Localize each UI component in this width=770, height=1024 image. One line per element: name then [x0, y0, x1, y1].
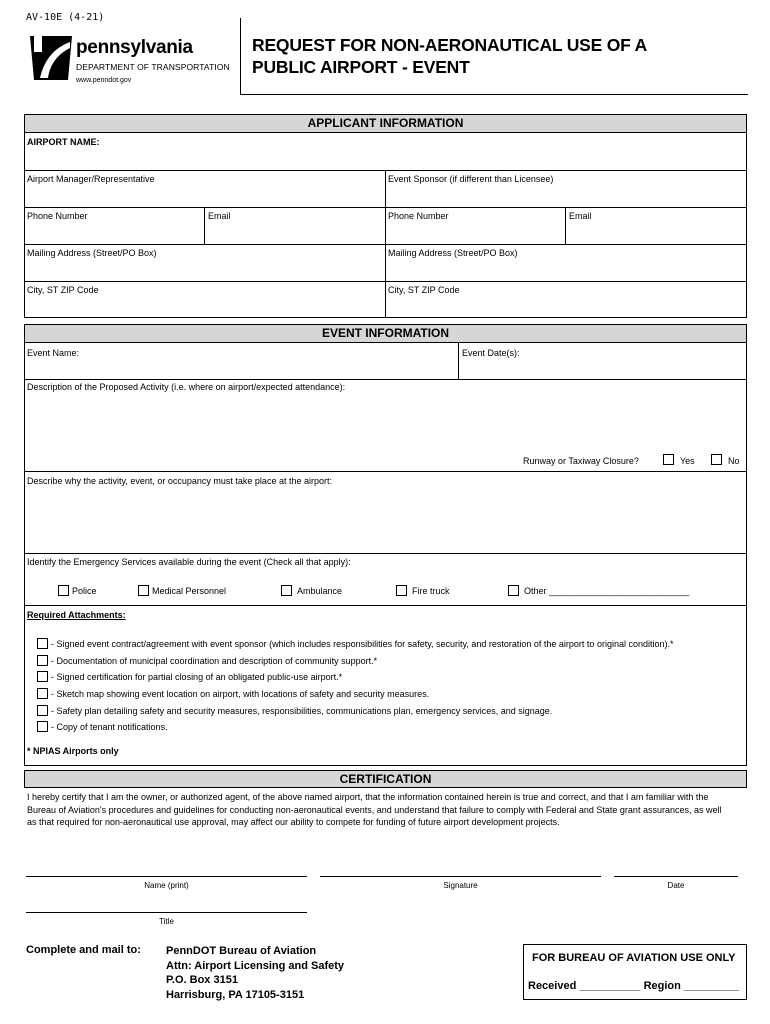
other-checkbox[interactable]: [508, 585, 519, 596]
bureau-use-box: [523, 944, 747, 1000]
attachment-item-4: - Sketch map showing event location on airport, with locations of safety and security measures.: [51, 689, 430, 699]
column-divider: [565, 207, 566, 244]
header-rule: [240, 94, 748, 95]
event-dates-label: Event Date(s):: [462, 348, 520, 358]
row-divider: [24, 379, 747, 380]
attachment-checkbox-6[interactable]: [37, 721, 48, 732]
mail-line-1: PennDOT Bureau of Aviation: [166, 945, 317, 957]
attachment-item-2: - Documentation of municipal coordination and description of community support.*: [51, 656, 378, 666]
penndot-logo: [26, 28, 238, 88]
medical-personnel-label: Medical Personnel: [152, 586, 227, 596]
applicant-heading: APPLICANT INFORMATION: [24, 114, 747, 133]
mail-line-3: P.O. Box 3151: [166, 974, 238, 986]
bureau-use-title: FOR BUREAU OF AVIATION USE ONLY: [532, 952, 736, 964]
column-divider: [204, 207, 205, 244]
attachment-checkbox-1[interactable]: [37, 638, 48, 649]
brand-name: pennsylvania: [76, 37, 193, 58]
closure-question: Runway or Taxiway Closure?: [523, 456, 639, 466]
phone-label-right: Phone Number: [388, 211, 449, 221]
closure-yes-label: Yes: [680, 456, 695, 466]
certification-heading: CERTIFICATION: [24, 770, 747, 788]
description-label: Description of the Proposed Activity (i.e. where on airport/expected attendance):: [27, 382, 346, 392]
name-print-line[interactable]: [26, 876, 307, 877]
other-label: Other ____________________________: [524, 586, 690, 596]
mail-line-2: Attn: Airport Licensing and Safety: [166, 959, 345, 972]
header-divider: [240, 18, 241, 94]
event-heading: EVENT INFORMATION: [24, 324, 747, 343]
npias-footnote: * NPIAS Airports only: [27, 746, 119, 756]
mail-line-4: Harrisburg, PA 17105-3151: [166, 988, 305, 1001]
closure-no-label: No: [728, 456, 740, 466]
airport-name-label: AIRPORT NAME:: [27, 137, 100, 147]
event-name-label: Event Name:: [27, 348, 80, 358]
attachment-item-5: - Safety plan detailing safety and security measures, responsibilities, communications plan, emergency services, and signage.: [51, 706, 553, 716]
row-divider: [24, 605, 747, 606]
manager-label: Airport Manager/Representative: [27, 174, 155, 184]
page-title: [252, 34, 742, 78]
medical-personnel-checkbox[interactable]: [138, 585, 149, 596]
city-label-left: City, ST ZIP Code: [27, 285, 99, 295]
email-label-left: Email: [208, 211, 231, 221]
police-label: Police: [72, 586, 97, 596]
date-line[interactable]: [614, 876, 738, 877]
signature-line[interactable]: [320, 876, 601, 877]
email-label-right: Email: [569, 211, 592, 221]
title-line-1: REQUEST FOR NON-AERONAUTICAL USE OF A: [252, 35, 648, 55]
column-divider: [385, 170, 386, 318]
website: www.penndot.gov: [76, 77, 132, 84]
phone-label-left: Phone Number: [27, 211, 88, 221]
title-label: Title: [159, 917, 174, 926]
attachments-heading: Required Attachments:: [27, 610, 126, 620]
attachment-item-1: - Signed event contract/agreement with event sponsor (which includes responsibilities for safety, security, and restoration of the airport to original condition).*: [51, 639, 674, 649]
emergency-label: Identify the Emergency Services available during the event (Check all that apply):: [27, 557, 351, 567]
certification-text: I hereby certify that I am the owner, or authorized agent, of the above named airport, that the information contained herein is true and correct, and that I am familiar with the Bureau of Aviation's procedures and guidelines for conducting non-aeronautical events, and understand that failure to comply with Federal and State grant assurances, as well as that required for non-aeronautical use approval, may affect our ability to compete for funding of future airport development projects.: [27, 792, 722, 827]
signature-label: Signature: [443, 881, 478, 890]
keystone-logo-icon: [28, 30, 74, 82]
attachment-checkbox-5[interactable]: [37, 705, 48, 716]
attachment-checkbox-4[interactable]: [37, 688, 48, 699]
row-divider: [24, 553, 747, 554]
ambulance-checkbox[interactable]: [281, 585, 292, 596]
fire-truck-checkbox[interactable]: [396, 585, 407, 596]
form-number: AV-10E (4-21): [26, 12, 105, 23]
title-line-2: PUBLIC AIRPORT - EVENT: [252, 57, 470, 77]
date-label: Date: [667, 881, 685, 890]
title-line[interactable]: [26, 912, 307, 913]
mailing-label-right: Mailing Address (Street/PO Box): [388, 248, 518, 258]
city-label-right: City, ST ZIP Code: [388, 285, 460, 295]
row-divider: [24, 471, 747, 472]
closure-yes-checkbox[interactable]: [663, 454, 674, 465]
police-checkbox[interactable]: [58, 585, 69, 596]
column-divider: [458, 343, 459, 379]
ambulance-label: Ambulance: [297, 586, 343, 596]
attachment-checkbox-2[interactable]: [37, 655, 48, 666]
mailing-label-left: Mailing Address (Street/PO Box): [27, 248, 157, 258]
why-label: Describe why the activity, event, or occupancy must take place at the airport:: [27, 476, 332, 486]
attachment-item-3: - Signed certification for partial closing of an obligated public-use airport.*: [51, 672, 343, 682]
name-print-label: Name (print): [144, 881, 189, 890]
mail-address: [166, 944, 344, 1002]
mail-to-label: Complete and mail to:: [26, 944, 141, 956]
attachment-item-6: - Copy of tenant notifications.: [51, 722, 168, 732]
department-name: DEPARTMENT OF TRANSPORTATION: [76, 62, 230, 72]
closure-no-checkbox[interactable]: [711, 454, 722, 465]
fire-truck-label: Fire truck: [412, 586, 450, 596]
received-region-fields[interactable]: Received __________ Region _________: [528, 980, 739, 992]
attachment-checkbox-3[interactable]: [37, 671, 48, 682]
sponsor-label: Event Sponsor (if different than Licensee): [388, 174, 554, 184]
